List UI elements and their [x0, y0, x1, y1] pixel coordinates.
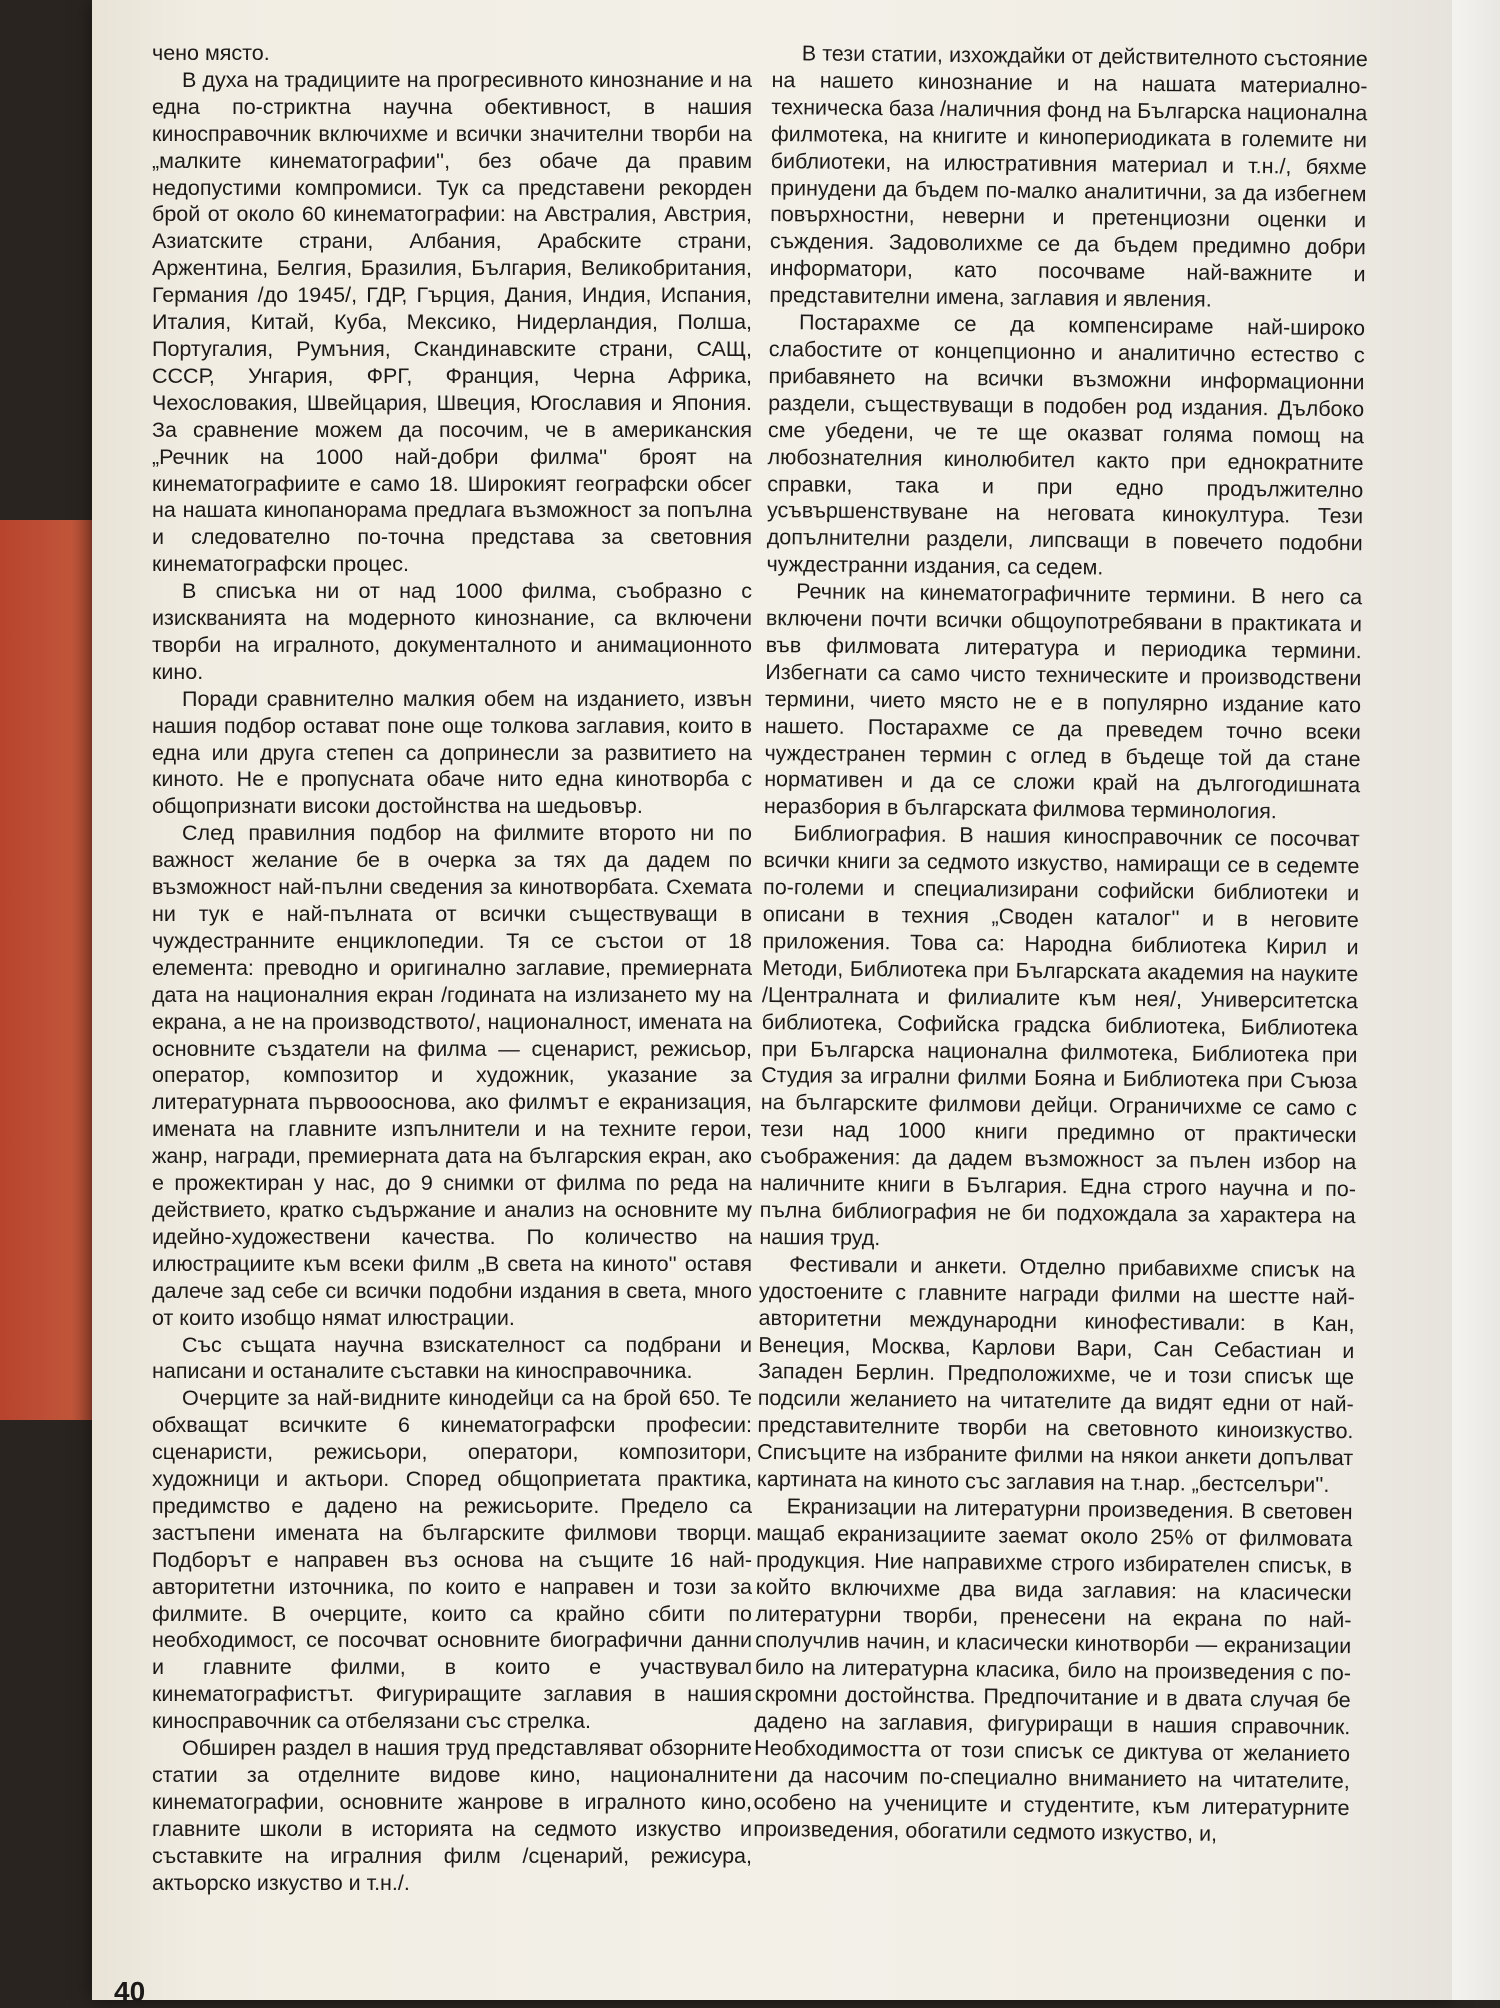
- paragraph: Библиография. В нашия киносправочник се посочват всички книги за седмото изкуство, намиращи се в седемте по-големи и специализирани софийски библиотеки и описани в техния „Сводeн каталог'' и в неговите приложения. Това са: Народна библиотека Кирил и Методи, Библиотека при Българската академия на науките /Централната и филиалите към нея/, Университетска библиотека, Софийска градска библиотека, Библиотека при Българска национална филмотека, Библиотека при Студия за игрални филми Бояна и Библиотека при Съюза на българските филмови дейци. Ограничихме се само с тези над 1000 книги предимно от практически съображения: да дадем възможност за пълен избор на наличните книги в България. Една строго научна и по-пълна библиография не би подхождала за характера на нашия труд.: [759, 821, 1360, 1251]
- paragraph: В духа на традициите на прогресивното кинознание и на една по-стриктна научна обективност, в нашия киносправочник включихме и всички значителни творби на „малките кинематографии'', без обаче да правим недопустими компромиси. Тук са представени рекорден брой от около 60 кинематографии: на Австралия, Австрия, Азиатските страни, Албания, Арабските страни, Аржентина, Белгия, Бразилия, България, Великобритания, Германия /до 1945/, ГДР, Гърция, Дания, Индия, Испания, Италия, Китай, Куба, Мексико, Нидерландия, Полша, Португалия, Румъния, Скандинавските страни, САЩ, СССР, Унгария, ФРГ, Франция, Черна Африка, Чехословакия, Швейцария, Швеция, Югославия и Япония. За сравнение можем да посочим, че в американския „Речник на 1000 най-добри филма'' броят на кинематографиите е само 18. Широкият географски обсег на нашата кинопанорама предлага възможност за попълна и следователно по-точна представа за световния кинематографски процес.: [152, 67, 752, 577]
- page-number: 40: [114, 1976, 146, 2007]
- right-text-column: [753, 40, 1368, 1849]
- paragraph: Екранизации на литературни произведения. В световен мащаб екранизациите заемат около 25% от филмовата продукция. Ние направихме строго избирателен списък, в който включихме два вида заглавия: на класически литературни творби, пренесени на екрана по най-сполучлив начин, и класически кинотворби — екранизации било на литературна класика, било на произведения с по-скромни достойнства. Предпочитание и в двата случая бе дадено на заглавия, фигуриращи в нашия справочник. Необходимостта от този списък се диктува от желанието ни да насочим по-специално вниманието на читателите, особено на учениците и студентите, към литературните произведения, обогатили седмото изкуство, и,: [753, 1494, 1353, 1846]
- paragraph: Очерците за най-видните кинодейци са на брой 650. Те обхващат всичките 6 кинематографски професии: сценаристи, режисьори, оператори, композитори, художници и актьори. Според общоприетата практика, предимство е дадено на режисьорите. Предело са застъпени имената на българските филмови творци. Подборът е направен въз основа на същите 16 най-авторитетни източника, по които е направен и този за филмите. В очерците, които са крайно сбити по необходимост, се посочват основните биографични данни и главните филми, в които е участвувал кинематографистът. Фигуриращите заглавия в нашия киносправочник са отбелязани със стрелка.: [152, 1386, 752, 1734]
- paragraph: В тези статии, изхождайки от действителното състояние на нашето кинознание и на нашата материално-техническа база /наличния фонд на Българска национална филмотека, на книгите и кинопериодиката в големите ни библиотеки, на илюстративния материал и т.н./, бяхме принудени да бъдем по-малко аналитични, за да избегнем повърхностни, неверни и претенциозни оценки и съждения. Задоволихме се да бъдем предимно добри информатори, като посочваме най-важните и представителни имена, заглавия и явления.: [769, 41, 1368, 312]
- paragraph: Със същата научна взискателност са подбрани и написани и останалите съставки на киносправочника.: [152, 1332, 752, 1384]
- left-text-column: [152, 40, 752, 1897]
- paragraph: чено място.: [152, 41, 270, 65]
- paragraph: Постарахме се да компенсираме най-широко слабостите от концепционно и аналитично естество с прибавянето на всички възможни информационни раздели, съществуващи в подобен род издания. Дълбоко сме убедени, че те ще оказват голяма помощ на любознателния кинолюбител както при еднократните справки, така и при едно продължително усъвършенствуване на неговата кинокултура. Тези допълнителни раздели, липсващи в повечето подобни чуждестранни издания, са седем.: [766, 310, 1366, 580]
- paragraph: Фестивали и анкети. Отделно прибавихме списък на удостоените с главните награди филми на шестте най-авторитетни международни кинофестивали: в Кан, Венеция, Москва, Карлови Вари, Сан Себастиан и Западен Берлин. Предположихме, че и този списък ще подсили желанието на читателите да видят едни от най-представителните творби на световното киноизкуство. Списъците на избраните филми на някои анкети допълват картината на киното със заглавия на т.нар. „бестселъри''.: [756, 1252, 1356, 1497]
- background-edge: [1452, 0, 1500, 2000]
- paragraph: След правилния подбор на филмите второто ни по важност желание бе в очерка за тях да дадем по възможност най-пълни сведения за кинотворбата. Схемата ни тук е най-пълната от всички съществуващи в чуждестранните енциклопедии. Тя се състои от 18 елемента: преводно и оригинално заглавие, премиерната дата на националния екран /годината на излизането му на екрана, а не на производството/, националност, имената на основните създатели на филма — сценарист, режисьор, оператор, композитор и художник, указание за литературната първоооснова, ако филмът е екранизация, имената на главните изпълнители и на техните герои, жанр, награди, премиерната дата на българския екран, ако е прожектиран у нас, до 9 снимки от филма по реда на действието, кратко съдържание и анализ на основните му идейно-художествени качества. По количество на илюстрациите към всеки филм „В света на киното'' оставя далече зад себе си всички подобни издания в света, много от които изобщо нямат илюстрации.: [152, 821, 752, 1330]
- paragraph: Обширен раздел в нашия труд представляват обзорните статии за отделните видове кино, националните кинематографии, основните жанрове в игралното кино, главните школи в историята на седмото изкуство и съставките на игралния филм /сценарий, режисура, актьорско изкуство и т.н./.: [152, 1736, 752, 1895]
- paragraph: Речник на кинематографичните термини. В него са включени почти всички общоупотребявани в практиката и във филмовата литература и периодика термини. Избегнати са само чисто техническите и производствени термини, чието място не е в популярно издание като нашето. Постарахме се да преведем точно всеки чуждестранен термин с оглед в бъдеще той да стане нормативен и да се сложи край на дългогодишната неразбория в българската филмова терминология.: [763, 579, 1363, 824]
- book-page: [92, 0, 1452, 2007]
- paragraph: В списъка ни от над 1000 филма, съобразно с изискванията на модерното кинознание, са включени творби на игралното, документалното и анимационното кино.: [152, 579, 752, 684]
- paragraph: Поради сравнително малкия обем на изданието, извън нашия подбор остават поне още толкова заглавия, които в една или друга степен са допринесли за развитието на киното. Не е пропусната обаче нито една кинотворба с общопризнати високи достойнства на шедьовър.: [152, 686, 752, 819]
